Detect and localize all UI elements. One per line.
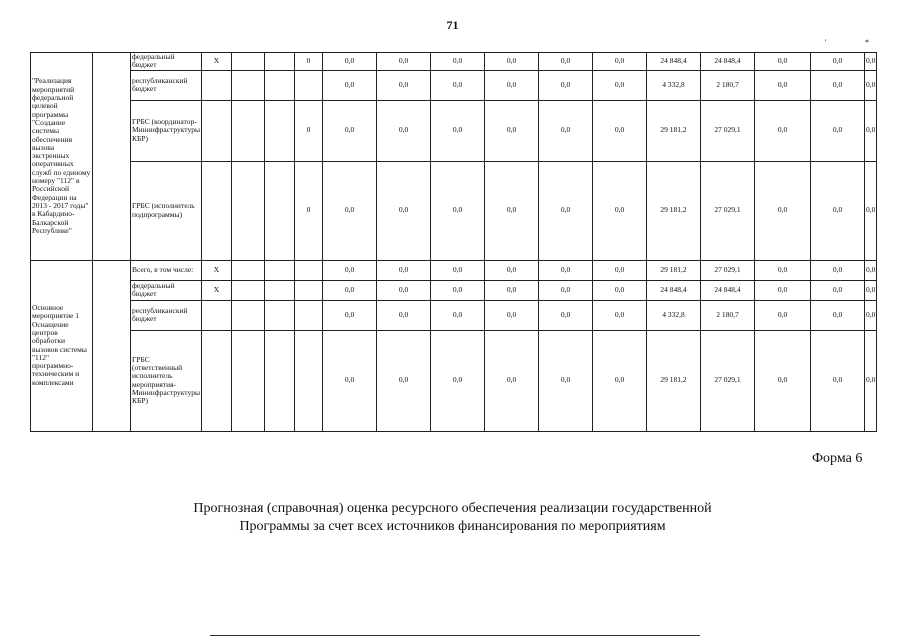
value-cell: 24 848,4 xyxy=(647,53,701,71)
value-cell: 0,0 xyxy=(811,300,865,330)
value-cell: 0,0 xyxy=(485,260,539,280)
value-cell: 0,0 xyxy=(377,100,431,161)
empty-cell xyxy=(93,53,131,261)
value-cell: 0,0 xyxy=(593,300,647,330)
empty-cell xyxy=(265,70,295,100)
empty-cell xyxy=(232,53,265,71)
empty-cell xyxy=(265,100,295,161)
value-cell: 0 xyxy=(295,53,323,71)
margin-mark: * xyxy=(865,38,869,47)
value-cell: 0,0 xyxy=(485,161,539,260)
empty-cell xyxy=(265,280,295,300)
budget-table-body xyxy=(31,53,877,432)
budget-table xyxy=(30,52,877,432)
x-mark xyxy=(202,161,232,260)
value-cell: 4 332,8 xyxy=(647,70,701,100)
value-cell: 0,0 xyxy=(865,70,877,100)
value-cell: 24 848,4 xyxy=(647,280,701,300)
value-cell: 4 332,8 xyxy=(647,300,701,330)
value-cell: 0,0 xyxy=(593,100,647,161)
page-number: 71 xyxy=(446,18,459,32)
value-cell: 0,0 xyxy=(485,70,539,100)
title-line: Программы за счет всех источников финансирования по мероприятиям xyxy=(239,519,666,534)
empty-cell xyxy=(232,280,265,300)
empty-cell xyxy=(232,100,265,161)
value-cell: 29 181,2 xyxy=(647,161,701,260)
empty-cell xyxy=(232,300,265,330)
value-cell: 0,0 xyxy=(755,161,811,260)
value-cell: 0,0 xyxy=(811,161,865,260)
value-cell: 0,0 xyxy=(865,330,877,431)
value-cell: 0,0 xyxy=(377,70,431,100)
value-cell xyxy=(295,300,323,330)
value-cell: 0,0 xyxy=(431,161,485,260)
value-cell: 0,0 xyxy=(865,280,877,300)
value-cell: 0,0 xyxy=(431,300,485,330)
value-cell: 0,0 xyxy=(539,280,593,300)
value-cell: 0,0 xyxy=(755,53,811,71)
x-mark: X xyxy=(202,53,232,71)
value-cell: 29 181,2 xyxy=(647,100,701,161)
empty-cell xyxy=(232,161,265,260)
value-cell: 27 029,1 xyxy=(701,260,755,280)
empty-cell xyxy=(265,330,295,431)
value-cell: 0,0 xyxy=(377,260,431,280)
x-mark xyxy=(202,330,232,431)
value-cell xyxy=(295,260,323,280)
x-mark: X xyxy=(202,280,232,300)
empty-cell xyxy=(232,70,265,100)
value-cell: 0,0 xyxy=(755,70,811,100)
value-cell: 0,0 xyxy=(811,53,865,71)
value-cell: 0,0 xyxy=(865,53,877,71)
value-cell: 24 848,4 xyxy=(701,280,755,300)
value-cell: 24 848,4 xyxy=(701,53,755,71)
value-cell: 0,0 xyxy=(539,53,593,71)
bottom-rule xyxy=(210,635,700,636)
value-cell: 0,0 xyxy=(539,300,593,330)
value-cell: 0,0 xyxy=(811,260,865,280)
value-cell: 0,0 xyxy=(431,100,485,161)
value-cell: 0,0 xyxy=(485,330,539,431)
value-cell: 0,0 xyxy=(485,100,539,161)
value-cell: 2 180,7 xyxy=(701,300,755,330)
margin-mark: ' xyxy=(825,38,827,47)
program-name-cell: "Реализация мероприятий федеральной целевой программы "Создание системы обеспечения вызова экстренных оперативных служб по единому номеру "112" в Российской Федерации на 2013 - 2017 годы" в Кабардино-Балкарской Республике" xyxy=(31,53,93,261)
value-cell: 0,0 xyxy=(539,161,593,260)
value-cell: 0,0 xyxy=(593,260,647,280)
value-cell: 0,0 xyxy=(323,70,377,100)
value-cell: 0,0 xyxy=(377,300,431,330)
value-cell: 0,0 xyxy=(811,100,865,161)
value-cell: 0,0 xyxy=(593,330,647,431)
value-cell: 0,0 xyxy=(539,100,593,161)
empty-cell xyxy=(265,161,295,260)
value-cell: 0,0 xyxy=(755,260,811,280)
empty-cell xyxy=(232,330,265,431)
value-cell: 29 181,2 xyxy=(647,260,701,280)
value-cell: 27 029,1 xyxy=(701,330,755,431)
value-cell: 0,0 xyxy=(377,280,431,300)
funding-source: ГРБС (координатор-Мининфраструктуры КБР) xyxy=(131,100,202,161)
empty-cell xyxy=(265,53,295,71)
value-cell: 0,0 xyxy=(485,280,539,300)
margin-marks xyxy=(820,40,880,48)
value-cell: 0 xyxy=(295,100,323,161)
value-cell: 0 xyxy=(295,161,323,260)
document-title xyxy=(0,500,905,536)
value-cell: 0,0 xyxy=(431,70,485,100)
value-cell: 0,0 xyxy=(431,280,485,300)
value-cell: 0,0 xyxy=(323,161,377,260)
value-cell: 0,0 xyxy=(323,300,377,330)
value-cell: 0,0 xyxy=(755,330,811,431)
value-cell: 0,0 xyxy=(485,53,539,71)
value-cell: 0,0 xyxy=(323,260,377,280)
form-label: Форма 6 xyxy=(812,451,863,466)
funding-source: ГРБС (ответственный исполнитель мероприятия-Мининфраструктуры КБР) xyxy=(131,330,202,431)
value-cell: 0,0 xyxy=(755,280,811,300)
value-cell: 0,0 xyxy=(811,280,865,300)
value-cell: 0,0 xyxy=(377,161,431,260)
x-mark: X xyxy=(202,260,232,280)
empty-cell xyxy=(265,300,295,330)
value-cell xyxy=(295,70,323,100)
funding-source: республиканский бюджет xyxy=(131,300,202,330)
value-cell: 0,0 xyxy=(593,70,647,100)
value-cell: 0,0 xyxy=(539,70,593,100)
value-cell: 0,0 xyxy=(431,330,485,431)
value-cell: 0,0 xyxy=(593,53,647,71)
value-cell: 0,0 xyxy=(323,100,377,161)
value-cell: 0,0 xyxy=(431,53,485,71)
value-cell: 27 029,1 xyxy=(701,100,755,161)
value-cell: 0,0 xyxy=(377,330,431,431)
empty-cell xyxy=(93,260,131,431)
value-cell: 2 180,7 xyxy=(701,70,755,100)
value-cell: 0,0 xyxy=(323,280,377,300)
value-cell: 0,0 xyxy=(811,330,865,431)
title-line: Прогнозная (справочная) оценка ресурсного обеспечения реализации государственной xyxy=(193,501,712,516)
value-cell: 0,0 xyxy=(593,161,647,260)
program-name-cell: Основное мероприятие 1 Оснащение центров обработки вызовов системы "112" программно-техническим и комплексами xyxy=(31,260,93,431)
x-mark xyxy=(202,70,232,100)
value-cell: 0,0 xyxy=(539,260,593,280)
value-cell xyxy=(295,280,323,300)
x-mark xyxy=(202,100,232,161)
value-cell: 0,0 xyxy=(755,300,811,330)
funding-source: ГРБС (исполнитель подпрограммы) xyxy=(131,161,202,260)
value-cell: 0,0 xyxy=(485,300,539,330)
value-cell: 0,0 xyxy=(539,330,593,431)
value-cell: 27 029,1 xyxy=(701,161,755,260)
value-cell: 0,0 xyxy=(865,300,877,330)
value-cell: 0,0 xyxy=(323,330,377,431)
funding-source: республиканский бюджет xyxy=(131,70,202,100)
value-cell: 0,0 xyxy=(865,100,877,161)
value-cell: 0,0 xyxy=(431,260,485,280)
value-cell: 0,0 xyxy=(593,280,647,300)
value-cell: 0,0 xyxy=(865,161,877,260)
funding-source: федеральный бюджет xyxy=(131,280,202,300)
empty-cell xyxy=(232,260,265,280)
funding-source: федеральный бюджет xyxy=(131,53,202,71)
value-cell: 0,0 xyxy=(755,100,811,161)
value-cell: 0,0 xyxy=(811,70,865,100)
value-cell: 29 181,2 xyxy=(647,330,701,431)
empty-cell xyxy=(265,260,295,280)
value-cell xyxy=(295,330,323,431)
value-cell: 0,0 xyxy=(865,260,877,280)
funding-source: Всего, в том числе: xyxy=(131,260,202,280)
value-cell: 0,0 xyxy=(323,53,377,71)
x-mark xyxy=(202,300,232,330)
value-cell: 0,0 xyxy=(377,53,431,71)
